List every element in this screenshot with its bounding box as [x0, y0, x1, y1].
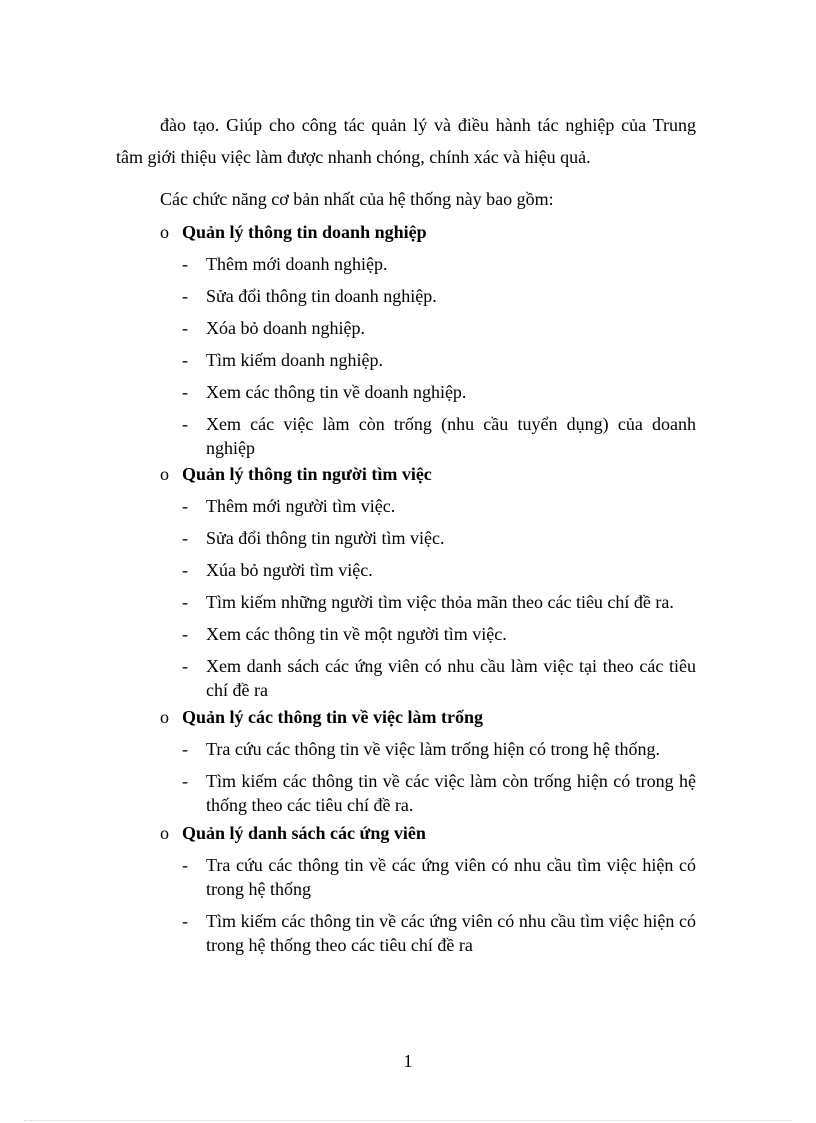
- dash-bullet-icon: -: [182, 254, 188, 274]
- list-item: [160, 558, 700, 582]
- list-item-text: Thêm mới doanh nghiệp.: [206, 254, 388, 274]
- section-title: Quản lý thông tin doanh nghiệp: [182, 222, 427, 242]
- section-business-info: [160, 220, 700, 460]
- list-item-text: Tìm kiếm doanh nghiệp.: [206, 350, 383, 370]
- dash-bullet-icon: -: [182, 624, 188, 644]
- list-item-text: Sửa đổi thông tin người tìm việc.: [206, 528, 445, 548]
- circle-bullet-icon: o: [160, 823, 169, 843]
- list-item-text: Tìm kiếm các thông tin về các việc làm còn trống hiện có trong hệ thống theo các tiêu chí đề ra.: [206, 771, 696, 815]
- list-item-text: Sửa đổi thông tin doanh nghiệp.: [206, 286, 437, 306]
- list-item: [160, 380, 700, 404]
- footer-divider: [24, 1120, 792, 1121]
- circle-bullet-icon: o: [160, 707, 169, 727]
- list-item-text: Tìm kiếm các thông tin về các ứng viên có nhu cầu tìm việc hiện có trong hệ thống theo các tiêu chí đề ra: [206, 911, 696, 955]
- dash-bullet-icon: -: [182, 739, 188, 759]
- circle-bullet-icon: o: [160, 222, 169, 242]
- list-item: [160, 737, 700, 761]
- dash-bullet-icon: -: [182, 592, 188, 612]
- list-item: [160, 494, 700, 518]
- list-item: [160, 284, 700, 308]
- section-vacancy-info: [160, 705, 700, 817]
- list-item: [160, 909, 700, 957]
- list-item-text: Tìm kiếm những người tìm việc thỏa mãn theo các tiêu chí đề ra.: [206, 592, 674, 612]
- intro-line-3: Các chức năng cơ bản nhất của hệ thống này bao gồm:: [160, 189, 554, 209]
- list-item: [160, 769, 700, 817]
- dash-bullet-icon: -: [182, 528, 188, 548]
- intro-line-1: đào tạo. Giúp cho công tác quản lý và điều hành tác nghiệp của Trung: [160, 115, 696, 135]
- list-item: [160, 654, 700, 702]
- list-item-text: Xem danh sách các ứng viên có nhu cầu làm việc tại theo các tiêu chí đề ra: [206, 656, 696, 700]
- section-heading: [160, 821, 700, 845]
- dash-bullet-icon: -: [182, 656, 188, 676]
- dash-bullet-icon: -: [182, 911, 188, 931]
- dash-bullet-icon: -: [182, 350, 188, 370]
- circle-bullet-icon: o: [160, 464, 169, 484]
- list-item-text: Tra cứu các thông tin về các ứng viên có nhu cầu tìm việc hiện có trong hệ thống: [206, 855, 696, 899]
- list-item-text: Thêm mới người tìm việc.: [206, 496, 396, 516]
- section-heading: [160, 220, 700, 244]
- dash-bullet-icon: -: [182, 560, 188, 580]
- list-item: [160, 316, 700, 340]
- list-item: [160, 853, 700, 901]
- section-job-seeker-info: [160, 462, 700, 702]
- dash-bullet-icon: -: [182, 855, 188, 875]
- section-heading: [160, 705, 700, 729]
- list-item-text: Xúa bỏ người tìm việc.: [206, 560, 373, 580]
- list-item-text: Xem các thông tin về doanh nghiệp.: [206, 382, 467, 402]
- dash-bullet-icon: -: [182, 414, 188, 434]
- list-item-text: Xem các thông tin về một người tìm việc.: [206, 624, 507, 644]
- list-item: [160, 348, 700, 372]
- section-title: Quản lý thông tin người tìm việc: [182, 464, 432, 484]
- section-candidate-list: [160, 821, 700, 957]
- section-title: Quản lý danh sách các ứng viên: [182, 823, 426, 843]
- list-item: [160, 622, 700, 646]
- dash-bullet-icon: -: [182, 382, 188, 402]
- list-item: [160, 252, 700, 276]
- dash-bullet-icon: -: [182, 318, 188, 338]
- section-title: Quản lý các thông tin về việc làm trống: [182, 707, 483, 727]
- list-item: [160, 412, 700, 460]
- section-heading: [160, 462, 700, 486]
- list-item-text: Tra cứu các thông tin về việc làm trống hiện có trong hệ thống.: [206, 739, 660, 759]
- dash-bullet-icon: -: [182, 286, 188, 306]
- list-item: [160, 590, 700, 614]
- list-item-text: Xóa bỏ doanh nghiệp.: [206, 318, 365, 338]
- page-number: 1: [403, 1051, 413, 1071]
- dash-bullet-icon: -: [182, 771, 188, 791]
- intro-line-2: tâm giới thiệu việc làm được nhanh chóng, chính xác và hiệu quả.: [116, 147, 591, 167]
- list-item-text: Xem các việc làm còn trống (nhu cầu tuyển dụng) của doanh nghiệp: [206, 414, 696, 458]
- dash-bullet-icon: -: [182, 496, 188, 516]
- list-item: [160, 526, 700, 550]
